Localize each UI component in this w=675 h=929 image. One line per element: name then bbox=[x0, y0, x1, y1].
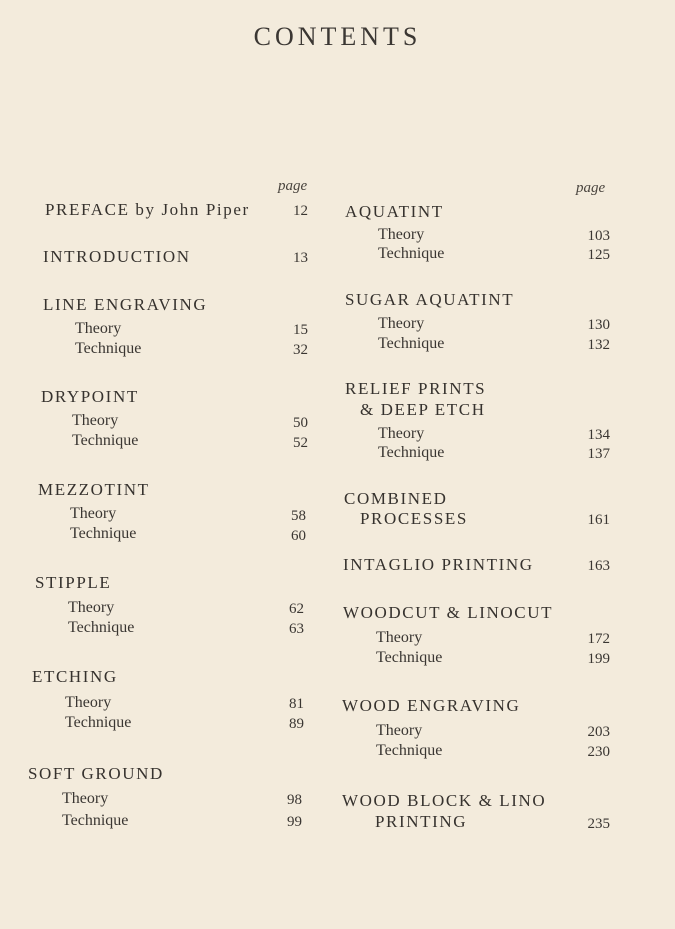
toc-page-number: 62 bbox=[289, 601, 304, 617]
toc-page-number: 203 bbox=[587, 724, 610, 740]
toc-heading-aquatint: AQUATINT bbox=[345, 202, 444, 221]
toc-subentry-theory: Theory bbox=[376, 629, 423, 646]
toc-heading-sugar-aquatint: SUGAR AQUATINT bbox=[345, 290, 515, 309]
toc-page-number: 172 bbox=[587, 631, 610, 647]
toc-page-number: 163 bbox=[587, 558, 610, 574]
page-column-label: page bbox=[576, 180, 606, 196]
toc-subentry-technique: Technique bbox=[65, 714, 132, 731]
toc-subentry-technique: Technique bbox=[70, 525, 137, 542]
toc-page-number: 50 bbox=[293, 415, 308, 431]
toc-page-number: 52 bbox=[293, 435, 308, 451]
toc-subentry-technique: Technique bbox=[68, 619, 135, 636]
toc-page-number: 235 bbox=[587, 816, 610, 832]
toc-page-number: 98 bbox=[287, 792, 302, 808]
toc-heading-wood-block: WOOD BLOCK & LINO bbox=[342, 791, 547, 810]
toc-page-number: 199 bbox=[587, 651, 610, 667]
toc-page-number: 130 bbox=[587, 317, 610, 333]
toc-heading-introduction: INTRODUCTION bbox=[43, 247, 191, 266]
toc-subentry-technique: Technique bbox=[72, 432, 139, 449]
toc-page-number: 125 bbox=[587, 247, 610, 263]
toc-heading-etching: ETCHING bbox=[32, 667, 118, 686]
toc-page-number: 13 bbox=[293, 250, 308, 266]
toc-subentry-theory: Theory bbox=[72, 412, 119, 429]
toc-page-number: 99 bbox=[287, 814, 302, 830]
toc-page-number: 32 bbox=[293, 342, 308, 358]
toc-page-number: 81 bbox=[289, 696, 304, 712]
toc-subentry-theory: Theory bbox=[376, 722, 423, 739]
toc-subentry-theory: Theory bbox=[378, 425, 425, 442]
toc-subentry-theory: Theory bbox=[65, 694, 112, 711]
toc-heading-drypoint: DRYPOINT bbox=[41, 387, 139, 406]
toc-subentry-technique: Technique bbox=[62, 812, 129, 829]
toc-page-number: 15 bbox=[293, 322, 308, 338]
toc-subentry-technique: Technique bbox=[376, 649, 443, 666]
toc-subentry-technique: Technique bbox=[378, 245, 445, 262]
toc-subentry-technique: Technique bbox=[378, 335, 445, 352]
toc-heading-line-engraving: LINE ENGRAVING bbox=[43, 295, 208, 314]
toc-subentry-theory: Theory bbox=[68, 599, 115, 616]
page-column-label: page bbox=[278, 178, 308, 194]
page-title: CONTENTS bbox=[253, 22, 422, 51]
toc-page-number: 134 bbox=[587, 427, 610, 443]
toc-heading-wood-engraving: WOOD ENGRAVING bbox=[342, 696, 521, 715]
toc-page-number: 89 bbox=[289, 716, 304, 732]
toc-page-number: 230 bbox=[587, 744, 610, 760]
toc-subentry-theory: Theory bbox=[378, 315, 425, 332]
toc-page-number: 63 bbox=[289, 621, 304, 637]
toc-page-number: 12 bbox=[293, 203, 308, 219]
toc-page-number: 60 bbox=[291, 528, 306, 544]
toc-subentry-technique: Technique bbox=[376, 742, 443, 759]
toc-page-number: 58 bbox=[291, 508, 306, 524]
toc-subentry-theory: Theory bbox=[70, 505, 117, 522]
toc-subentry-theory: Theory bbox=[378, 226, 425, 243]
toc-page-number: 132 bbox=[587, 337, 610, 353]
toc-page-number: 103 bbox=[587, 228, 610, 244]
toc-heading-mezzotint: MEZZOTINT bbox=[38, 480, 150, 499]
toc-heading-woodcut: WOODCUT & LINOCUT bbox=[343, 603, 554, 622]
toc-subentry-technique: Technique bbox=[75, 340, 142, 357]
toc-heading-stipple: STIPPLE bbox=[35, 573, 112, 592]
toc-heading-relief-prints: RELIEF PRINTS bbox=[345, 379, 487, 398]
toc-heading-soft-ground: SOFT GROUND bbox=[28, 764, 164, 783]
toc-page-number: 137 bbox=[587, 446, 610, 462]
toc-subentry-theory: Theory bbox=[75, 320, 122, 337]
toc-heading-intaglio-printing: INTAGLIO PRINTING bbox=[343, 555, 534, 574]
toc-page-number: 161 bbox=[587, 512, 610, 528]
toc-heading-relief-prints-line2: & DEEP ETCH bbox=[360, 400, 486, 419]
toc-heading-preface: PREFACE by John Piper bbox=[45, 200, 250, 219]
toc-heading-combined-line2: PROCESSES bbox=[360, 509, 468, 528]
toc-heading-wood-block-line2: PRINTING bbox=[375, 812, 468, 831]
toc-subentry-theory: Theory bbox=[62, 790, 109, 807]
toc-subentry-technique: Technique bbox=[378, 444, 445, 461]
toc-heading-combined: COMBINED bbox=[344, 489, 448, 508]
